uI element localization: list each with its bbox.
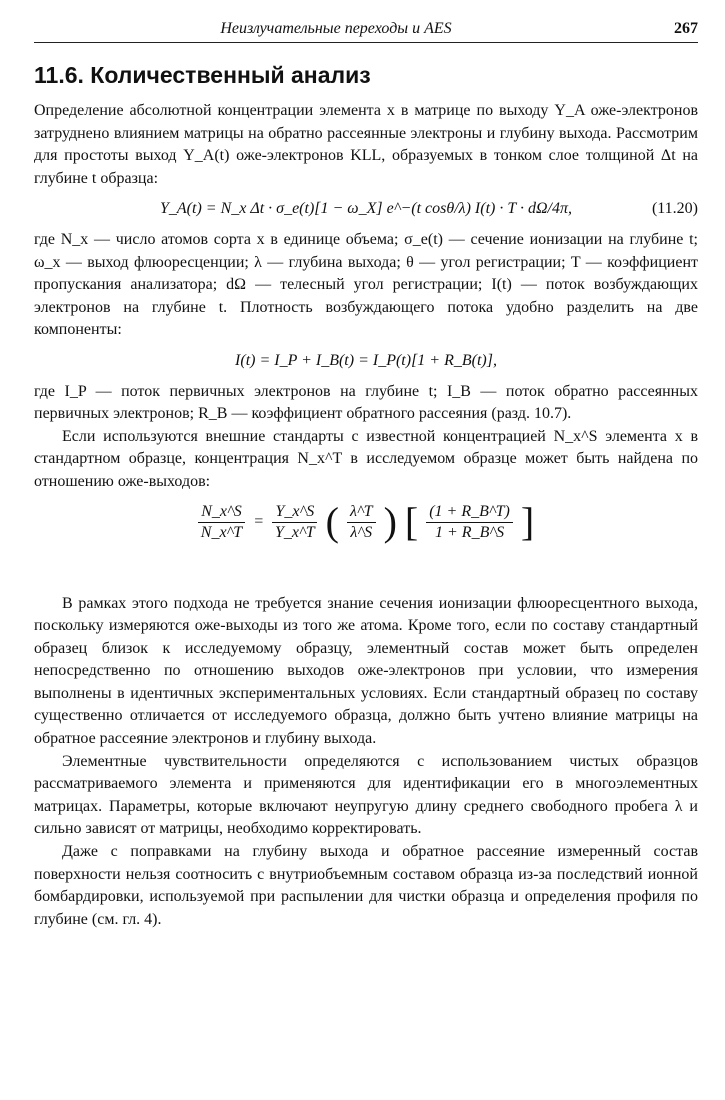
fraction-depth: [347, 502, 376, 543]
equation-ratio: [34, 499, 698, 544]
paragraph-approach: В рамках этого подхода не требуется знание сечения ионизации флюоресцентного выхода, поскольку измеряются оже-выходы из того же атома. Кроме того, если по составу стандартный образец близок к исследуемому образцу, элементный состав может быть определен непосредственно по отношению выходов оже-электронов при условии, что измерения выполнены в идентичных экспериментальных условиях. Если стандартный образец по составу существенно отличается от исследуемого образца, должно быть учтено влияние матрицы на обратное рассеяние электронов и глубину выхода.: [34, 594, 698, 748]
fraction-numerator: Y_x^S: [272, 502, 317, 523]
paragraph-intro: Определение абсолютной концентрации элемента x в матрице по выходу Y_A оже-электронов затруднено влиянием матрицы на обратно рассеянные электроны и глубину выхода. Рассмотрим для простоты выход Y_A(t) оже-электронов KLL, образуемых в тонком слое толщиной Δt на глубине t образца:: [34, 102, 698, 187]
running-head-title: Неизлучательные переходы и AES: [220, 20, 452, 37]
fraction-numerator: N_x^S: [198, 502, 245, 523]
paragraph-corrections: Даже с поправками на глубину выхода и обратное рассеяние измеренный состав поверхности нельзя соотносить с внутриобъемным составом образца из-за последствий ионной бомбардировки, используемой при распылении для чистки образца и определения профиля по глубине (см. гл. 4).: [34, 843, 698, 928]
paragraph-sensitivity: Элементные чувствительности определяются с использованием чистых образцов рассматриваемого элемента и применяются для идентификации его в многоэлементных матрицах. Параметры, которые включают неупругую длину среднего свободного пробега λ и сильно зависят от матрицы, необходимо корректировать.: [34, 752, 698, 838]
fraction-denominator: 1 + R_B^S: [435, 523, 505, 541]
page-body: [34, 100, 698, 931]
paragraph-flux-definitions: где I_P — поток первичных электронов на глубине t; I_B — поток обратно рассеянных первичных электронов; R_B — коэффициент обратного рассеяния (разд. 10.7).: [34, 382, 698, 423]
fraction-denominator: Y_x^T: [275, 523, 315, 541]
equals-sign: =: [253, 512, 264, 530]
right-paren: ): [383, 499, 397, 544]
fraction-numerator: (1 + R_B^T): [426, 502, 513, 523]
fraction-backscatter: [426, 502, 513, 543]
equation-flux: [34, 350, 698, 373]
paragraph-standards: Если используются внешние стандарты с известной концентрацией N_x^S элемента x в стандартном образце, концентрация N_x^T в исследуемом образце может быть найдена по отношению оже-выходов:: [34, 427, 698, 490]
equation-11-20: [34, 198, 698, 221]
fraction-yield: [272, 502, 318, 543]
section-heading: 11.6. Количественный анализ: [34, 62, 371, 88]
equation-11-20-formula: Y_A(t) = N_x Δt · σ_e(t)[1 − ω_X] e^−(t cosθ/λ) I(t) · T · dΩ/4π,: [160, 200, 572, 218]
equation-flux-formula: I(t) = I_P + I_B(t) = I_P(t)[1 + R_B(t)],: [235, 351, 497, 369]
left-bracket: [: [404, 499, 419, 544]
equation-number: (11.20): [651, 200, 698, 218]
fraction-denominator: λ^S: [350, 523, 373, 541]
paragraph-variable-definitions: где N_x — число атомов сорта x в единице объема; σ_e(t) — сечение ионизации на глубине t; ω_x — выход флюоресценции; λ — глубина выхода; θ — угол регистрации; T — коэффициент пропускания анализатора; dΩ — телесный угол регистрации; I(t) — поток возбуждающих электронов на глубине t. Плотность возбуждающего потока удобно разделить на две компоненты:: [34, 230, 698, 339]
page-number: 267: [674, 20, 698, 37]
left-paren: (: [325, 499, 339, 544]
fraction-concentration: [198, 502, 245, 543]
running-head: [34, 18, 698, 43]
fraction-numerator: λ^T: [347, 502, 376, 523]
right-bracket: ]: [520, 499, 535, 544]
fraction-denominator: N_x^T: [200, 523, 243, 541]
